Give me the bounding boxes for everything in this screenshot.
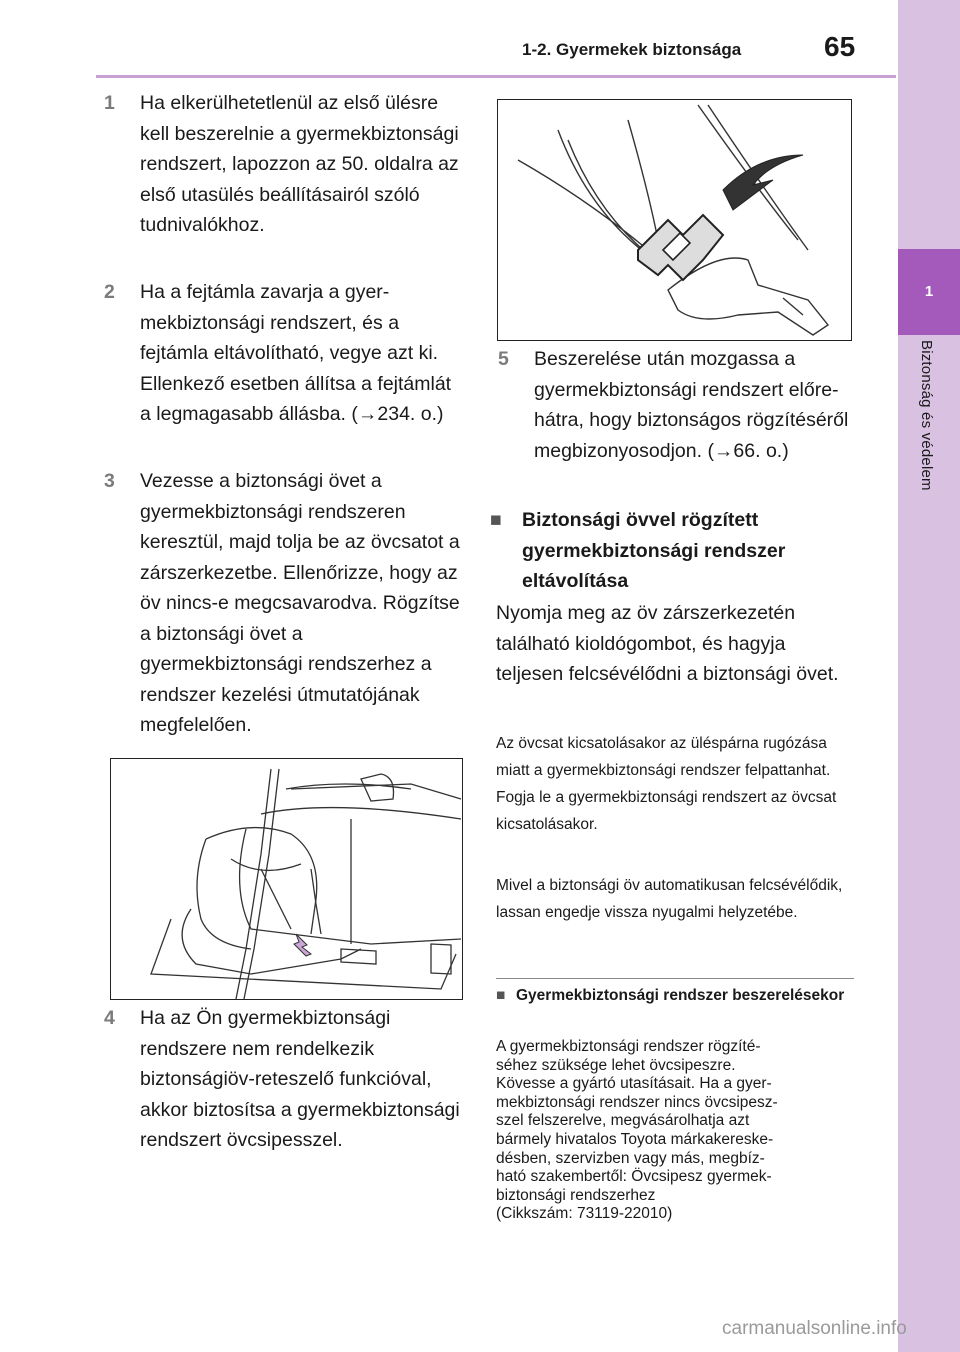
- header-rule: [96, 75, 896, 78]
- step-number: 1: [104, 92, 115, 114]
- watermark: carmanualsonline.info: [722, 1318, 907, 1339]
- square-bullet-icon: ■: [490, 509, 502, 531]
- child-seat-drawing: [111, 759, 462, 999]
- step-2: [104, 277, 464, 430]
- info-divider: [496, 978, 854, 979]
- note-1: Az övcsat kicsatolásakor az üléspárna rugózása miatt a gyermekbiztonsági rendszer felpattanhat. Fogja le a gyermekbiztonsági rendszert az övcsat kicsatolásakor.: [496, 735, 837, 833]
- step-number: 2: [104, 281, 115, 303]
- step-3: [104, 466, 464, 741]
- step-number: 5: [498, 348, 509, 370]
- belt-clip-drawing: [498, 100, 851, 340]
- step-1: [104, 88, 464, 241]
- step-text: Beszerelése után mozgassa a gyermekbiztonsági rendszert előre-hátra, hogy biztonságos rögzítéséről megbizonyosodjon. (→66. o.): [534, 348, 849, 462]
- step-text: Ha elkerülhetetlenül az első ülésre kell beszerelnie a gyermekbiztonsági rendszert, lapozzon az 50. oldalra az első utasülés beállításairól szóló tudnivalókhoz.: [140, 92, 459, 236]
- page-number: 65: [824, 31, 856, 62]
- square-bullet-icon: ■: [496, 987, 506, 1004]
- side-chapter-label: Biztonság és védelem: [918, 340, 935, 491]
- belt-clip-illustration: [497, 99, 852, 341]
- info-heading: [496, 986, 846, 1005]
- step-text: Vezesse a biztonsági övet a gyermekbiztonsági rendszeren keresztül, majd tolja be az övcsatot a zárszerkezetbe. Ellenőrizze, hogy az öv nincs-e megcsavarodva. Rögzítse a biztonsági övet a gyermekbiztonsági rendszerhez a rendszer kezelési útmutatójának megfelelően.: [140, 470, 460, 736]
- step-number: 3: [104, 470, 115, 492]
- step-text: Ha a fejtámla zavarja a gyermekbiztonsági rendszert, és a fejtámla eltávolítható, vegye azt ki. Ellenkező esetben állítsa a fejtámlát a legmagasabb állásba. (→234. o.): [140, 281, 452, 425]
- step-4: [104, 1003, 464, 1156]
- side-tab: [898, 0, 960, 1352]
- step-5: [498, 344, 858, 466]
- info-body: A gyermekbiztonsági rendszer rögzíté- séhez szüksége lehet övcsipeszre. Kövesse a gyártó utasításait. Ha a gyer- mekbiztonsági rendszer nincs övcsipesz- szel felszerelve, megvásárolhatja azt bármely hivatalos Toyota márkakereske- désben, szervizben vagy más, megbíz- ható szakembertől: Övcsipesz gyermek- biztonsági rendszerhez (Cikkszám: 73119-22010): [496, 1038, 778, 1223]
- section-heading: [490, 505, 850, 597]
- side-chapter-number: 1: [924, 283, 934, 300]
- info-title: Gyermekbiztonsági rendszer beszerelésekor: [516, 987, 845, 1004]
- section-body: Nyomja meg az öv zárszerkezetén található kioldógombot, és hagyja teljesen felcsévélődni a biztonsági övet.: [496, 602, 839, 685]
- step-number: 4: [104, 1007, 115, 1029]
- child-seat-illustration: [110, 758, 463, 1000]
- header-title: 1-2. Gyermekek biztonsága: [522, 40, 742, 59]
- step-text: Ha az Ön gyermekbiztonsági rendszere nem rendelkezik biztonságiöv-reteszelő funkcióval, akkor biztosítsa a gyermekbiztonsági rendszert övcsipesszel.: [140, 1007, 460, 1151]
- section-title: Biztonsági övvel rögzített gyermekbiztonsági rendszer eltávolítása: [522, 509, 786, 592]
- note-2: Mivel a biztonsági öv automatikusan felcsévélődik, lassan engedje vissza nyugalmi helyzetébe.: [496, 877, 843, 921]
